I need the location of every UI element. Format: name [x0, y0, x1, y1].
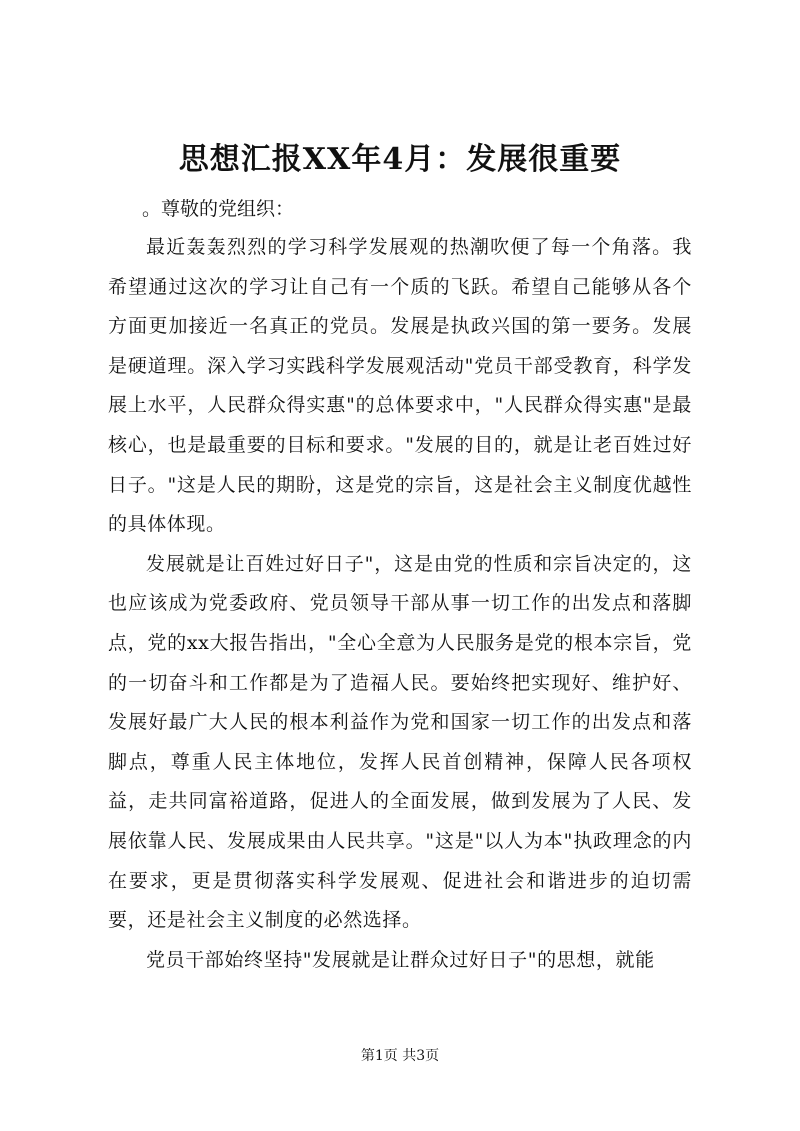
page-number-footer: 第1页 共3页	[360, 1048, 440, 1064]
paragraph-3: 党员干部始终坚持"发展就是让群众过好日子"的思想，就能	[146, 948, 655, 971]
document-title: 思想汇报XX年4月：发展很重要	[178, 142, 622, 177]
greeting-line: 。尊敬的党组织：	[142, 198, 295, 220]
paragraph-1: 最近轰轰烈烈的学习科学发展观的热潮吹便了每一个角落。我希望通过这次的学习让自己有一个质的飞跃。希望自己能够从各个方面更加接近一名真正的党员。发展是执政兴国的第一要务。发展是硬道理。深入学习实践科学发展观活动"党员干部受教育，科学发展上水平，人民群众得实惠"的总体要求中，"人民群众得实惠"是最核心，也是最重要的目标和要求。"发展的目的，就是让老百姓过好日子。"这是人民的期盼，这是党的宗旨，这是社会主义制度优越性的具体体现。	[108, 236, 692, 536]
paragraph-2: 发展就是让百姓过好日子"，这是由党的性质和宗旨决定的，这也应该成为党委政府、党员领导干部从事一切工作的出发点和落脚点，党的xx大报告指出，"全心全意为人民服务是党的根本宗旨，党的一切奋斗和工作都是为了造福人民。要始终把实现好、维护好、发展好最广大人民的根本利益作为党和国家一切工作的出发点和落脚点，尊重人民主体地位，发挥人民首创精神，保障人民各项权益，走共同富裕道路，促进人的全面发展，做到发展为了人民、发展依靠人民、发展成果由人民共享。"这是"以人为本"执政理念的内在要求，更是贯彻落实科学发展观、促进社会和谐进步的迫切需要，还是社会主义制度的必然选择。	[108, 552, 692, 932]
document-body	[108, 190, 692, 980]
